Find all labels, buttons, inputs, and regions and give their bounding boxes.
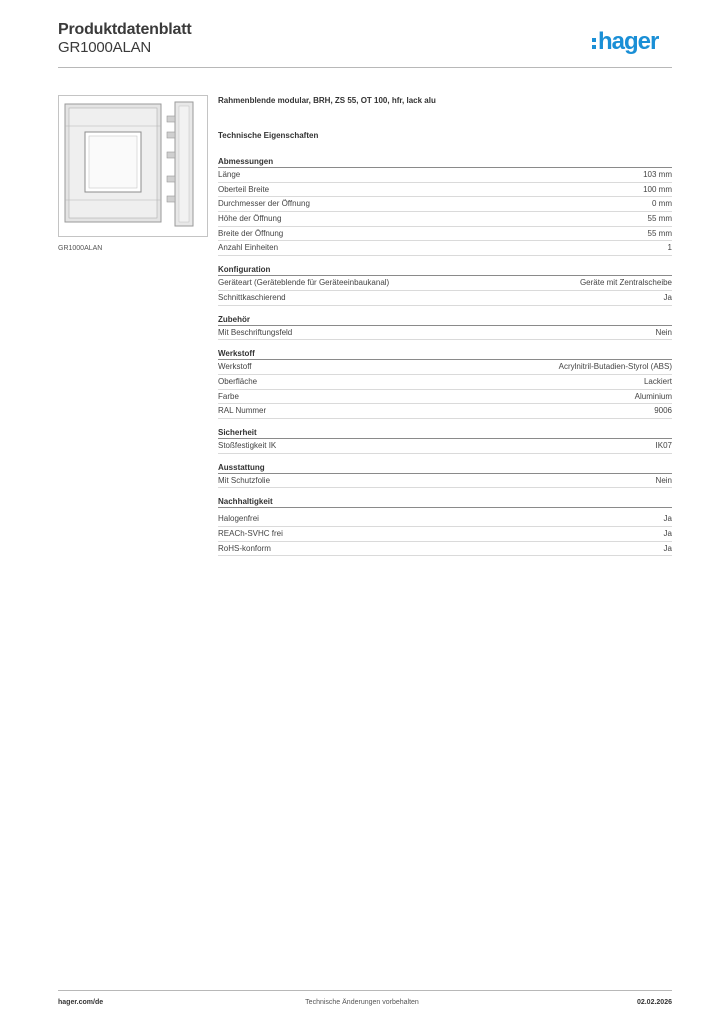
- section-title: Ausstattung: [218, 462, 672, 474]
- spec-row: [218, 276, 672, 291]
- spec-value: Geräte mit Zentralscheibe: [579, 278, 672, 288]
- section-title: Abmessungen: [218, 156, 672, 168]
- spec-key: Schnittkaschierend: [218, 292, 286, 302]
- spec-value: Nein: [655, 327, 672, 337]
- spec-key: Stoßfestigkeit IK: [218, 440, 277, 450]
- section-title: Nachhaltigkeit: [218, 496, 672, 508]
- spec-key: Oberteil Breite: [218, 184, 270, 194]
- spec-row: [218, 326, 672, 341]
- spec-key: Farbe: [218, 391, 239, 401]
- footer-date: 02.02.2026: [636, 999, 672, 1006]
- page-title: Produktdatenblatt: [58, 21, 192, 38]
- technical-properties-heading: Technische Eigenschaften: [218, 131, 319, 140]
- article-number: GR1000ALAN: [58, 39, 152, 56]
- spec-row: [218, 390, 672, 405]
- spec-key: Höhe der Öffnung: [218, 214, 282, 224]
- spec-value: Acrylnitril-Butadien-Styrol (ABS): [558, 362, 672, 372]
- spec-row: [218, 360, 672, 375]
- spec-key: Länge: [218, 170, 241, 179]
- spec-value: Aluminium: [634, 391, 672, 401]
- spec-row: [218, 474, 672, 489]
- footer-divider: [58, 990, 672, 991]
- spec-value: 100 mm: [643, 184, 672, 194]
- spec-value: 55 mm: [647, 214, 672, 224]
- header-divider: [58, 67, 672, 68]
- image-caption: GR1000ALAN: [58, 245, 103, 252]
- spec-row: [218, 197, 672, 212]
- spec-value: Lackiert: [643, 376, 672, 386]
- spec-row: [218, 512, 672, 527]
- spec-value: IK07: [655, 440, 672, 450]
- logo-text: hager: [598, 28, 659, 55]
- spec-key: Anzahl Einheiten: [218, 243, 279, 253]
- spec-value: 103 mm: [643, 170, 672, 179]
- spec-row: [218, 241, 672, 256]
- section-werkstoff: [218, 348, 672, 419]
- section-nachhaltigkeit: [218, 496, 672, 556]
- spec-value: 0 mm: [652, 199, 672, 209]
- spec-key: RAL Nummer: [218, 406, 267, 416]
- spec-value: 9006: [654, 406, 672, 416]
- spec-row: [218, 291, 672, 306]
- product-image: [58, 95, 208, 237]
- spec-value: Ja: [663, 514, 672, 524]
- spec-key: Durchmesser der Öffnung: [218, 199, 310, 209]
- logo-dots-icon: [592, 38, 596, 49]
- spec-key: Mit Beschriftungsfeld: [218, 327, 293, 337]
- spec-row: [218, 375, 672, 390]
- spec-value: Ja: [663, 529, 672, 538]
- spec-key: Mit Schutzfolie: [218, 475, 271, 485]
- spec-value: Ja: [663, 292, 672, 302]
- spec-value: 1: [667, 243, 672, 253]
- spec-row: [218, 404, 672, 419]
- section-title: Konfiguration: [218, 264, 672, 276]
- spec-row: [218, 527, 672, 542]
- spec-value: Nein: [655, 475, 672, 485]
- section-sicherheit: [218, 427, 672, 454]
- spec-row: [218, 212, 672, 227]
- spec-sections: [218, 156, 672, 564]
- section-zubehoer: [218, 314, 672, 341]
- frame-illustration-icon: [59, 96, 207, 236]
- spec-key: Breite der Öffnung: [218, 228, 284, 238]
- spec-key: Oberfläche: [218, 376, 258, 386]
- spec-key: Halogenfrei: [218, 514, 259, 524]
- section-ausstattung: [218, 462, 672, 489]
- spec-row: [218, 183, 672, 198]
- product-description: Rahmenblende modular, BRH, ZS 55, OT 100, hfr, lack alu: [218, 96, 436, 105]
- section-title: Werkstoff: [218, 348, 672, 360]
- spec-row: [218, 168, 672, 183]
- footer-website-link[interactable]: hager.com/de: [58, 999, 104, 1006]
- spec-key: Werkstoff: [218, 362, 252, 372]
- spec-key: REACh-SVHC frei: [218, 529, 283, 538]
- spec-row: [218, 439, 672, 454]
- section-title: Zubehör: [218, 314, 672, 326]
- footer-notice: Technische Änderungen vorbehalten: [305, 999, 419, 1006]
- spec-key: Geräteart (Geräteblende für Geräteeinbaukanal): [218, 278, 390, 288]
- spec-key: RoHS-konform: [218, 543, 271, 553]
- section-konfiguration: [218, 264, 672, 305]
- section-abmessungen: [218, 156, 672, 256]
- spec-row: [218, 542, 672, 557]
- hager-logo: [592, 27, 658, 57]
- spec-value: Ja: [663, 543, 672, 553]
- section-title: Sicherheit: [218, 427, 672, 439]
- spec-row: [218, 227, 672, 242]
- spec-value: 55 mm: [647, 228, 672, 238]
